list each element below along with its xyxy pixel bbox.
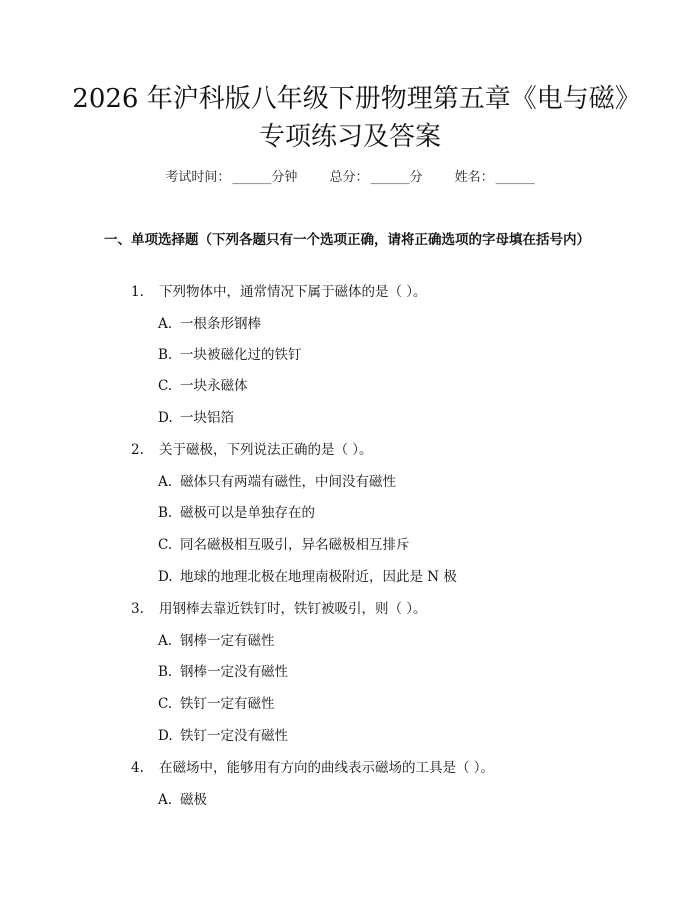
option-letter: D. <box>158 728 173 744</box>
option-text: 铁钉一定没有磁性 <box>180 728 288 744</box>
question-number: 3. <box>131 601 144 617</box>
option-text: 一块铝箔 <box>180 410 234 426</box>
option-letter: D. <box>158 569 173 585</box>
question-2 <box>131 440 373 460</box>
question-text: 关于磁极，下列说法正确的是（ ）。 <box>159 442 373 458</box>
option-text: 钢棒一定没有磁性 <box>180 664 288 680</box>
option-letter: D. <box>158 410 173 426</box>
option-text: 磁极 <box>180 792 207 808</box>
question-3-option-a <box>158 631 275 651</box>
question-number: 1. <box>131 284 144 300</box>
question-1 <box>131 282 427 302</box>
question-2-option-b <box>158 503 315 523</box>
student-name-label: 姓名： <box>454 170 494 185</box>
question-2-option-d <box>158 567 457 587</box>
option-letter: B. <box>158 347 173 363</box>
question-1-option-d <box>158 408 234 428</box>
option-letter: A. <box>158 792 173 808</box>
option-text: 一块被磁化过的铁钉 <box>180 347 302 363</box>
page-title: 2026 年沪科版八年级下册物理第五章《电与磁》专项练习及答案 <box>72 84 628 152</box>
question-4-option-a <box>158 790 207 810</box>
option-letter: C. <box>158 696 173 712</box>
exam-time <box>165 170 297 185</box>
exam-meta <box>0 168 700 188</box>
option-text: 磁体只有两端有磁性，中间没有磁性 <box>180 474 396 490</box>
question-1-option-b <box>158 345 302 365</box>
question-2-option-a <box>158 472 396 492</box>
question-3-option-b <box>158 662 288 682</box>
question-3 <box>131 599 427 619</box>
option-letter: B. <box>158 664 173 680</box>
option-letter: C. <box>158 378 173 394</box>
option-letter: C. <box>158 537 173 553</box>
option-text: 钢棒一定有磁性 <box>180 633 275 649</box>
section-title: 一、单项选择题（下列各题只有一个选项正确，请将正确选项的字母填在括号内） <box>104 232 590 248</box>
question-1-option-c <box>158 376 248 396</box>
option-letter: A. <box>158 633 173 649</box>
question-2-option-c <box>158 535 410 555</box>
total-score-label: 总分： <box>329 170 369 185</box>
option-letter: A. <box>158 474 173 490</box>
option-text: 一块永磁体 <box>180 378 248 394</box>
question-1-option-a <box>158 314 261 334</box>
option-text: 铁钉一定有磁性 <box>180 696 275 712</box>
question-number: 4. <box>131 760 144 776</box>
option-text: 地球的地理北极在地理南极附近，因此是 N 极 <box>180 569 457 585</box>
question-text: 下列物体中，通常情况下属于磁体的是（ ）。 <box>159 284 427 300</box>
question-number: 2. <box>131 442 144 458</box>
question-text: 在磁场中，能够用有方向的曲线表示磁场的工具是（ ）。 <box>159 760 495 776</box>
question-3-option-d <box>158 726 288 746</box>
exam-time-blank: ______分钟 <box>232 170 298 185</box>
option-letter: A. <box>158 316 173 332</box>
option-letter: B. <box>158 505 173 521</box>
question-text: 用钢棒去靠近铁钉时，铁钉被吸引，则（ ）。 <box>159 601 427 617</box>
option-text: 磁极可以是单独存在的 <box>180 505 315 521</box>
question-3-option-c <box>158 694 275 714</box>
total-score-blank: ______分 <box>370 170 423 185</box>
total-score <box>329 170 422 185</box>
option-text: 同名磁极相互吸引，异名磁极相互排斥 <box>180 537 410 553</box>
student-name-blank: ______ <box>495 170 535 185</box>
exam-time-label: 考试时间： <box>165 170 231 185</box>
student-name <box>455 170 535 185</box>
option-text: 一根条形钢棒 <box>180 316 261 332</box>
question-4 <box>131 758 494 778</box>
